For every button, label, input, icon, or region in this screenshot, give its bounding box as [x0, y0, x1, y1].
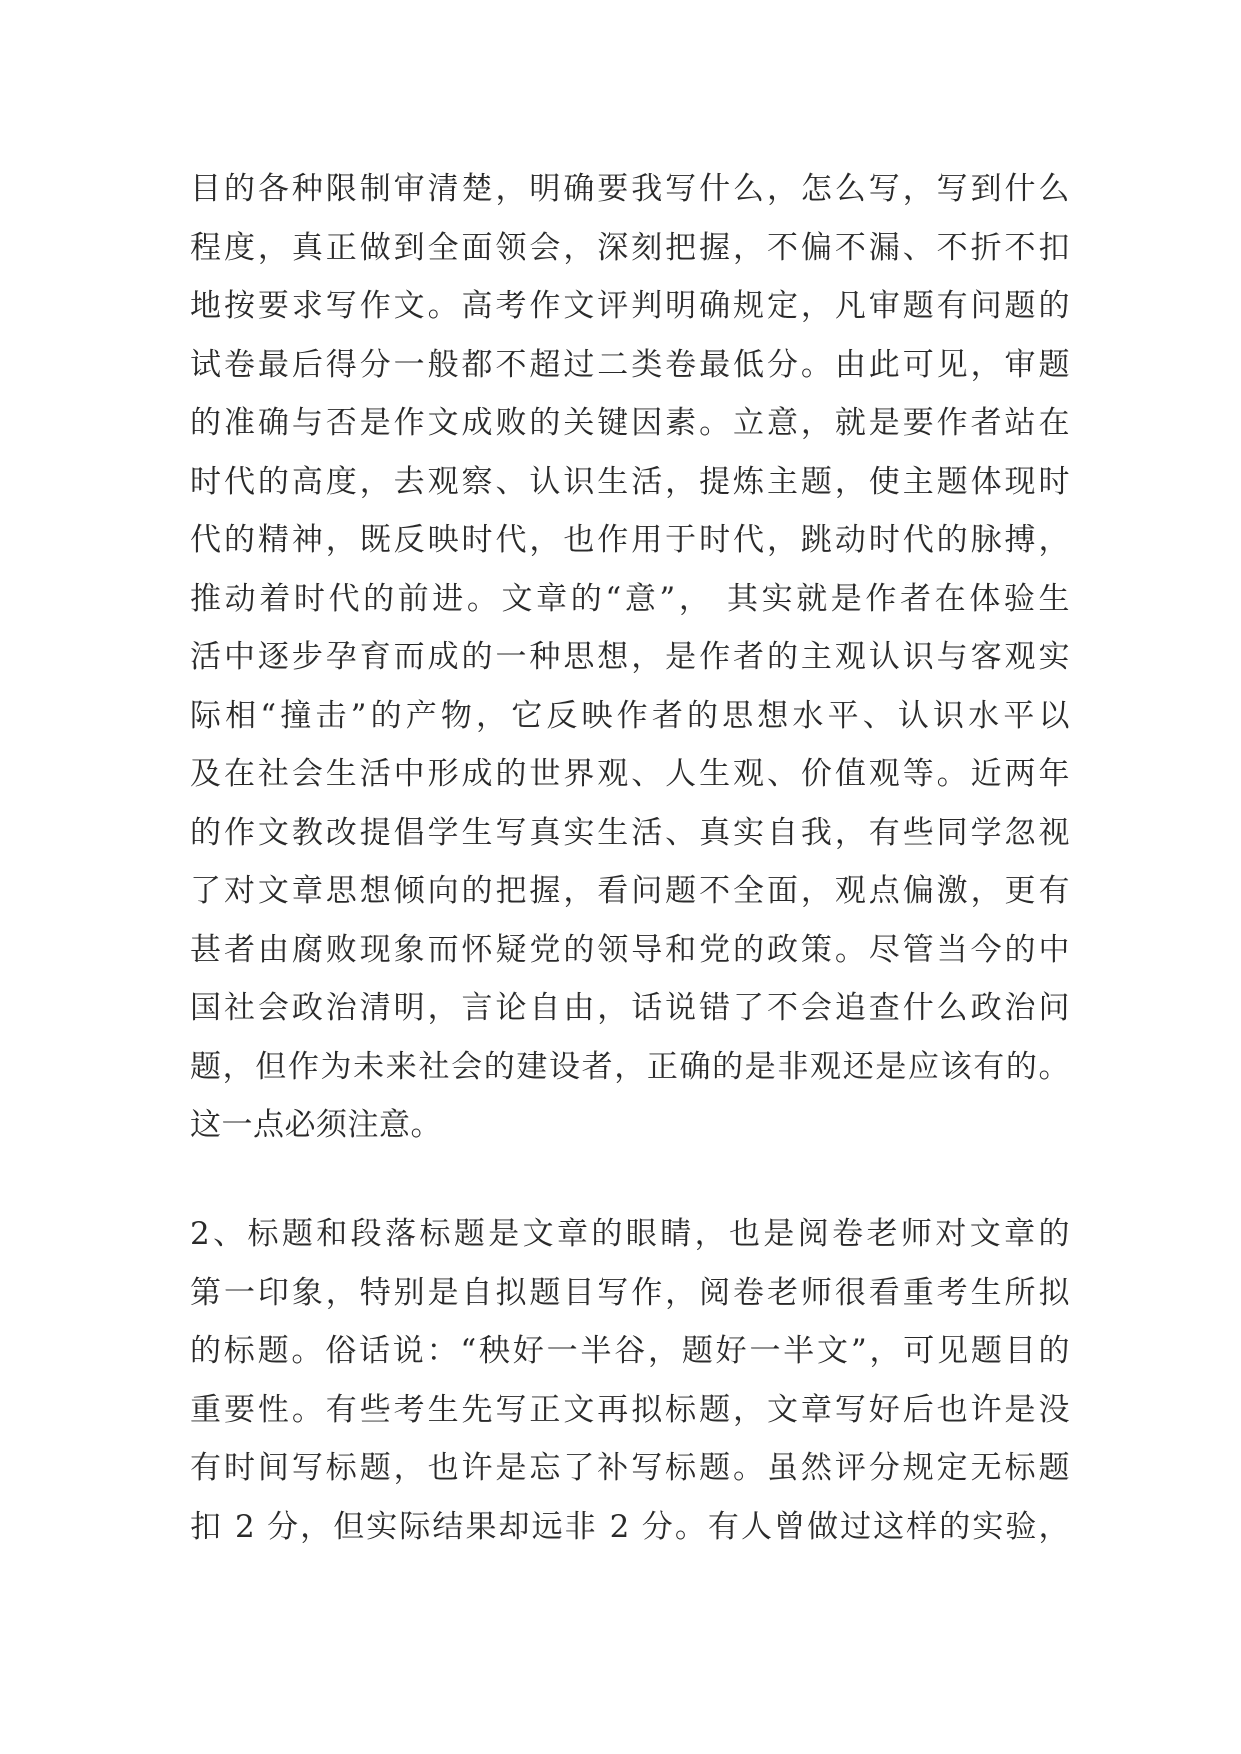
text-line: 及在社会生活中形成的世界观、人生观、价值观等。近两年 — [190, 756, 1070, 792]
text-line: 的作文教改提倡学生写真实生活、真实自我，有些同学忽视 — [190, 814, 1070, 851]
text-line: 的标题。俗话说：“秧好一半谷，题好一半文”，可见题目的 — [190, 1333, 1070, 1369]
text-line: 际相“撞击”的产物，它反映作者的思想水平、认识水平以 — [190, 697, 1070, 734]
paragraph-2 — [190, 1205, 1070, 1556]
text-line: 活中逐步孕育而成的一种思想，是作者的主观认识与客观实 — [190, 639, 1070, 675]
text-line: 代的精神，既反映时代，也作用于时代，跳动时代的脉搏， — [190, 522, 1070, 558]
text-line: 2、标题和段落标题是文章的眼睛，也是阅卷老师对文章的 — [190, 1216, 1070, 1252]
text-line: 试卷最后得分一般都不超过二类卷最低分。由此可见，审题 — [190, 346, 1070, 383]
text-line: 这一点必须注意。 — [190, 1107, 442, 1143]
text-line: 甚者由腐败现象而怀疑党的领导和党的政策。尽管当今的中 — [190, 931, 1070, 968]
text-line: 时代的高度，去观察、认识生活，提炼主题，使主题体现时 — [190, 463, 1070, 500]
text-line: 第一印象，特别是自拟题目写作，阅卷老师很看重考生所拟 — [190, 1274, 1070, 1311]
text-line: 有时间写标题，也许是忘了补写标题。虽然评分规定无标题 — [190, 1450, 1070, 1486]
text-line: 重要性。有些考生先写正文再拟标题，文章写好后也许是没 — [190, 1391, 1070, 1428]
text-line: 了对文章思想倾向的把握，看问题不全面，观点偏激，更有 — [190, 873, 1070, 909]
text-line: 的准确与否是作文成败的关键因素。立意，就是要作者站在 — [190, 405, 1070, 441]
text-line: 题，但作为未来社会的建设者，正确的是非观还是应该有的。 — [190, 1048, 1070, 1085]
text-line: 推动着时代的前进。文章的“意”， 其实就是作者在体验生 — [190, 580, 1070, 617]
text-line: 扣 2 分，但实际结果却远非 2 分。有人曾做过这样的实验， — [190, 1508, 1070, 1545]
text-line: 地按要求写作文。高考作文评判明确规定，凡审题有问题的 — [190, 288, 1070, 324]
text-line: 程度，真正做到全面领会，深刻把握，不偏不漏、不折不扣 — [190, 229, 1070, 266]
text-line: 目的各种限制审清楚，明确要我写什么，怎么写，写到什么 — [190, 171, 1070, 207]
text-line: 国社会政治清明，言论自由，话说错了不会追查什么政治问 — [190, 990, 1070, 1026]
paragraph-1 — [190, 160, 1070, 1155]
